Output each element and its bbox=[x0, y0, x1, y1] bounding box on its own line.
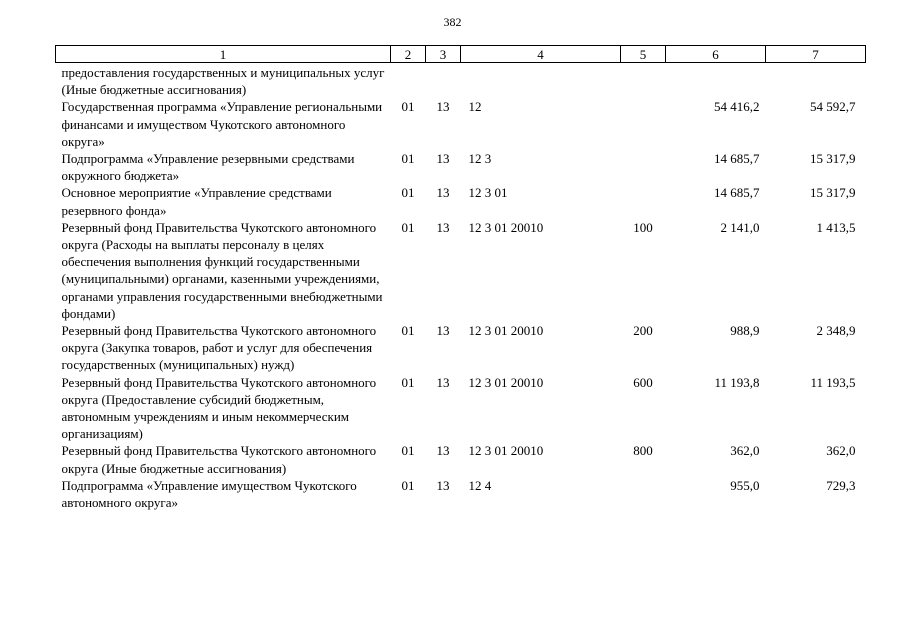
row-name: Государственная программа «Управление региональными финансами и имуществом Чукотского автономного округа» bbox=[61, 99, 383, 149]
row-section: 01 bbox=[401, 323, 415, 339]
row-expense-type: 600 bbox=[633, 374, 653, 390]
row-target-code: 12 3 01 20010 bbox=[468, 219, 544, 235]
row-target-code bbox=[461, 63, 621, 99]
row-amount-7: 11 193,5 bbox=[810, 374, 856, 390]
row-section bbox=[391, 63, 426, 99]
row-name: Резервный фонд Правительства Чукотского автономного округа (Иные бюджетные ассигнования) bbox=[61, 443, 377, 476]
row-amount-7: 54 592,7 bbox=[810, 99, 856, 115]
row-expense-type bbox=[621, 477, 666, 511]
header-col-7: 7 bbox=[766, 46, 866, 63]
header-col-3: 3 bbox=[426, 46, 461, 63]
row-amount-6 bbox=[666, 63, 766, 99]
budget-table bbox=[55, 45, 866, 511]
row-amount-6: 362,0 bbox=[730, 443, 760, 459]
row-expense-type bbox=[621, 150, 666, 184]
row-amount-7: 15 317,9 bbox=[810, 151, 856, 167]
row-subsection: 13 bbox=[436, 443, 450, 459]
row-expense-type: 100 bbox=[633, 219, 653, 235]
row-name: Резервный фонд Правительства Чукотского автономного округа (Расходы на выплаты персоналу в целях обеспечения выполнения функций государственными (муниципальными) органами, казенными учреждениями, органами управления государственными внебюджетными фондами) bbox=[61, 219, 383, 321]
header-col-5: 5 bbox=[621, 46, 666, 63]
row-amount-7: 1 413,5 bbox=[816, 219, 856, 235]
row-subsection: 13 bbox=[436, 323, 450, 339]
header-col-2: 2 bbox=[391, 46, 426, 63]
row-expense-type bbox=[621, 184, 666, 218]
row-amount-6: 54 416,2 bbox=[714, 99, 760, 115]
table-row bbox=[56, 477, 866, 511]
row-name: Подпрограмма «Управление имуществом Чукотского автономного округа» bbox=[61, 477, 357, 511]
row-target-code: 12 3 bbox=[468, 151, 492, 167]
row-name: Подпрограмма «Управление резервными средствами окружного бюджета» bbox=[61, 151, 355, 184]
row-subsection: 13 bbox=[436, 477, 450, 493]
table-row bbox=[56, 63, 866, 99]
row-amount-6: 988,9 bbox=[730, 323, 760, 339]
table-row bbox=[56, 219, 866, 322]
row-subsection: 13 bbox=[436, 99, 450, 115]
table-row bbox=[56, 442, 866, 476]
row-target-code: 12 3 01 20010 bbox=[468, 374, 544, 390]
header-row bbox=[56, 46, 866, 63]
page-number: 382 bbox=[443, 15, 462, 29]
row-amount-6: 11 193,8 bbox=[714, 374, 760, 390]
row-section: 01 bbox=[401, 99, 415, 115]
row-target-code: 12 bbox=[468, 99, 482, 115]
header-col-6: 6 bbox=[666, 46, 766, 63]
row-amount-6: 14 685,7 bbox=[714, 185, 760, 201]
table-row bbox=[56, 150, 866, 184]
row-expense-type bbox=[621, 98, 666, 150]
row-amount-7: 362,0 bbox=[826, 443, 856, 459]
row-amount-6: 955,0 bbox=[730, 477, 760, 493]
table-row bbox=[56, 184, 866, 218]
row-name: Резервный фонд Правительства Чукотского автономного округа (Предоставление субсидий бюджетным, автономным учреждениям и иным некоммерческим организациям) bbox=[61, 374, 377, 442]
row-name: предоставления государственных и муниципальных услуг (Иные бюджетные ассигнования) bbox=[61, 65, 385, 98]
row-expense-type: 800 bbox=[633, 443, 653, 459]
row-name: Резервный фонд Правительства Чукотского автономного округа (Закупка товаров, работ и услуг для обеспечения государственных (муниципальных) нужд) bbox=[61, 323, 377, 373]
row-amount-6: 14 685,7 bbox=[714, 151, 760, 167]
row-subsection: 13 bbox=[436, 151, 450, 167]
row-subsection: 13 bbox=[436, 185, 450, 201]
row-target-code: 12 3 01 20010 bbox=[468, 443, 544, 459]
row-name: Основное мероприятие «Управление средствами резервного фонда» bbox=[61, 185, 332, 218]
row-amount-7 bbox=[766, 63, 866, 99]
row-section: 01 bbox=[401, 374, 415, 390]
header-col-1: 1 bbox=[56, 46, 391, 63]
row-section: 01 bbox=[401, 219, 415, 235]
row-expense-type bbox=[621, 63, 666, 99]
row-section: 01 bbox=[401, 477, 415, 493]
row-target-code: 12 3 01 bbox=[468, 185, 508, 201]
table-row bbox=[56, 322, 866, 374]
row-section: 01 bbox=[401, 443, 415, 459]
row-amount-6: 2 141,0 bbox=[720, 219, 760, 235]
row-amount-7: 15 317,9 bbox=[810, 185, 856, 201]
row-subsection: 13 bbox=[436, 374, 450, 390]
row-section: 01 bbox=[401, 151, 415, 167]
row-amount-7: 2 348,9 bbox=[816, 323, 856, 339]
header-col-4: 4 bbox=[461, 46, 621, 63]
row-target-code: 12 4 bbox=[468, 477, 492, 493]
row-section: 01 bbox=[401, 185, 415, 201]
row-subsection bbox=[426, 63, 461, 99]
table-row bbox=[56, 98, 866, 150]
table-row bbox=[56, 374, 866, 443]
row-amount-7: 729,3 bbox=[826, 477, 856, 493]
row-subsection: 13 bbox=[436, 219, 450, 235]
row-expense-type: 200 bbox=[633, 323, 653, 339]
row-target-code: 12 3 01 20010 bbox=[468, 323, 544, 339]
